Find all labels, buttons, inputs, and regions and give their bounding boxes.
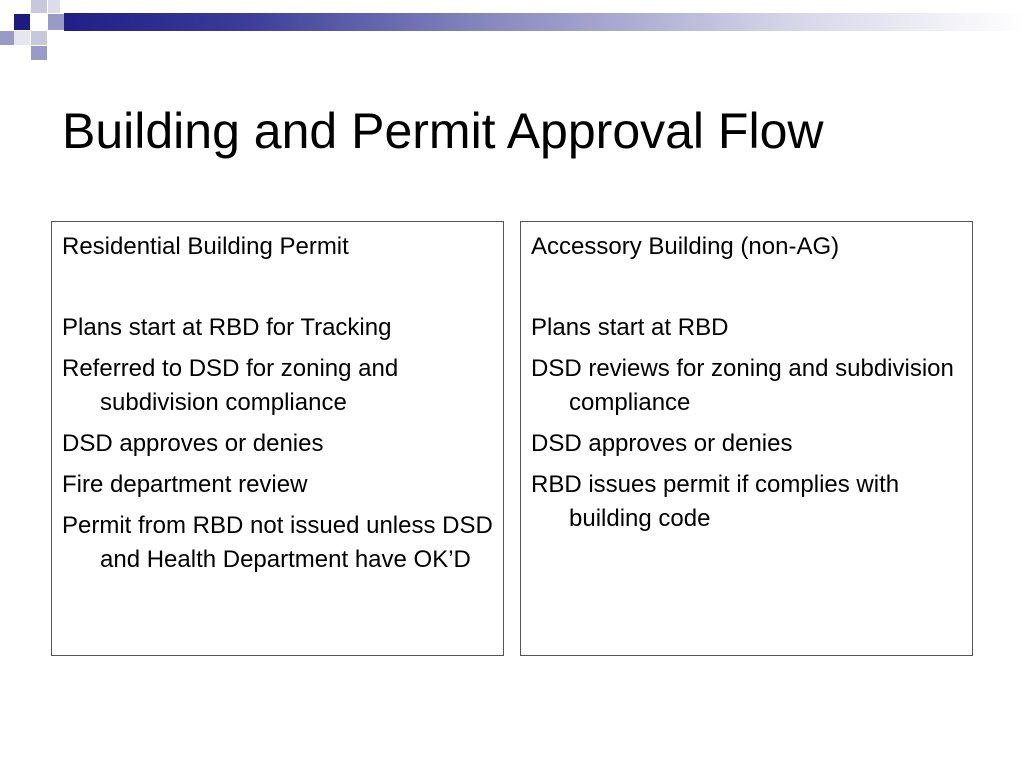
list-item: Plans start at RBD: [531, 314, 729, 341]
accessory-building-panel: [520, 221, 973, 656]
header-gradient-bar: [64, 13, 1024, 31]
decorative-square: [48, 0, 60, 13]
list-item: DSD approves or denies: [531, 430, 793, 457]
step-list: [62, 311, 493, 577]
decorative-square: [0, 31, 14, 45]
slide-title: Building and Permit Approval Flow: [62, 103, 824, 159]
decorative-square: [14, 31, 30, 45]
decorative-square: [48, 14, 64, 30]
decorative-square: [14, 14, 30, 30]
panel-heading: Accessory Building (non-AG): [531, 233, 840, 260]
list-item: Fire department review: [62, 471, 308, 498]
residential-permit-panel: [51, 221, 504, 656]
list-item: Referred to DSD for zoning and subdivision compliance: [62, 355, 399, 416]
list-item: DSD reviews for zoning and subdivision compliance: [531, 355, 954, 416]
list-item: Plans start at RBD for Tracking: [62, 314, 392, 341]
list-item: Permit from RBD not issued unless DSD and Health Department have OK’D: [62, 512, 493, 573]
decorative-square: [31, 0, 47, 13]
list-item: RBD issues permit if complies with building code: [531, 471, 900, 532]
step-list: [531, 311, 962, 536]
decorative-square: [31, 31, 47, 45]
decorative-square: [31, 46, 47, 60]
list-item: DSD approves or denies: [62, 430, 324, 457]
panel-heading: Residential Building Permit: [62, 233, 349, 260]
